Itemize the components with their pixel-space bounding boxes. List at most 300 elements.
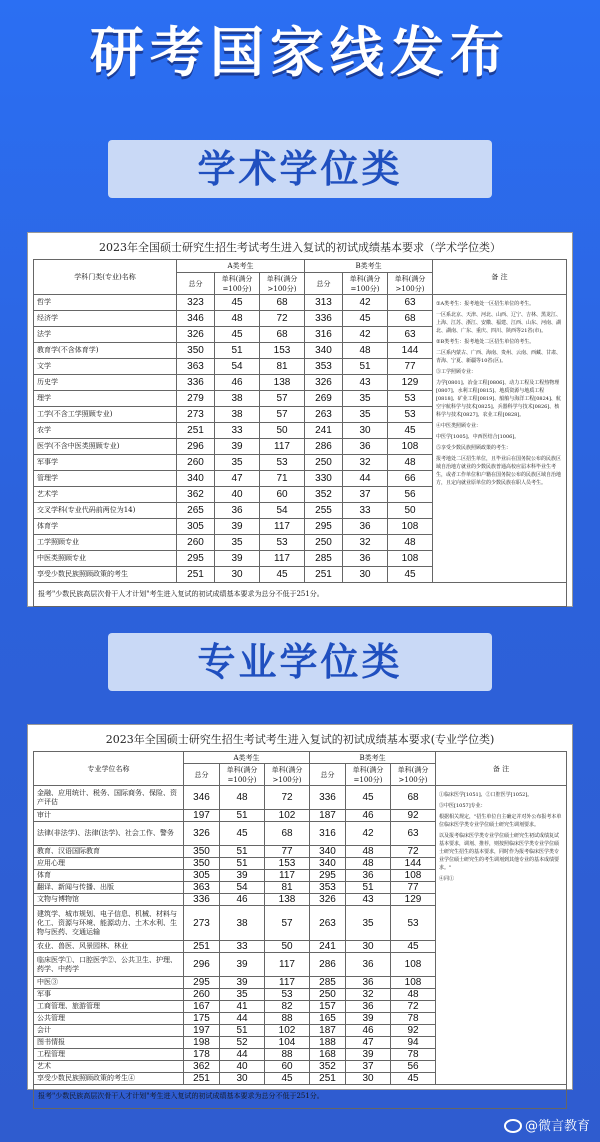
score-a-single-100: 40 [220,1061,265,1073]
score-b-single-100: 30 [346,941,391,953]
remark-line: ①A类考生：报考地处一区招生单位的考生。 [436,301,535,307]
subject-name: 金融、应用统计、税务、国际商务、保险、资产评估 [34,786,184,810]
subject-name: 法律(非法学)、法律(法学)、社会工作、警务 [34,822,184,846]
score-b-single-100: 42 [343,327,388,343]
score-a-single-100: 45 [220,822,265,846]
score-b-single-100: 48 [346,858,391,870]
score-a-total: 363 [177,359,215,375]
score-b-single-100: 35 [343,407,388,423]
score-a-single-over-100: 53 [260,455,305,471]
score-a-single-over-100: 53 [265,989,310,1001]
score-a-total: 295 [184,977,220,989]
score-b-single-over-100: 66 [388,471,433,487]
score-b-total: 326 [305,375,343,391]
footnote: 报考"少数民族高层次骨干人才计划"考生进入复试的初试成绩基本要求为总分不低于251分。 [34,583,567,607]
subject-name: 经济学 [34,311,177,327]
score-a-total: 167 [184,1001,220,1013]
score-b-single-over-100: 108 [388,551,433,567]
subject-name: 教育、汉语国际教育 [34,846,184,858]
score-a-single-over-100: 81 [260,359,305,375]
remark-line: 一区系北京、天津、河北、山西、辽宁、吉林、黑龙江、上海、江苏、浙江、安徽、福建、江西、山东、河南、湖北、湖南、广东、重庆、四川、陕西等21省(市)。 [436,312,562,334]
subject-name: 翻译、新闻与传播、出版 [34,882,184,894]
score-a-single-over-100: 88 [265,1013,310,1025]
score-b-total: 326 [310,894,346,906]
score-a-total: 198 [184,1037,220,1049]
score-a-single-100: 51 [220,810,265,822]
remark-line: ①临床医学[1051]、②口腔医学[1052]。 [439,792,533,798]
subject-name: 公共管理 [34,1013,184,1025]
score-b-total: 352 [305,487,343,503]
remark-line: ④同① [439,876,455,882]
score-b-single-100: 46 [346,810,391,822]
score-a-total: 296 [184,953,220,977]
score-a-single-over-100: 68 [260,327,305,343]
score-a-single-100: 45 [215,327,260,343]
score-b-total: 336 [305,311,343,327]
score-a-single-over-100: 50 [260,423,305,439]
professional-table-title: 2023年全国硕士研究生招生考试考生进入复试的初试成绩基本要求(专业学位类) [105,733,495,746]
score-a-single-over-100: 82 [265,1001,310,1013]
remark-line: 以及报考临床医学类专业学位硕士研究生初试成绩复试基本要求，调剂、推荐，则按照临床医学类专业学位硕士研究生招生的基本要求，同时作为报考临床医学类专业学位硕士研究生的考生调剂到其他专业的基本成绩要求。" [439,833,560,871]
score-a-total: 251 [177,423,215,439]
score-b-total: 313 [305,295,343,311]
score-b-total: 340 [305,343,343,359]
score-a-total: 326 [177,327,215,343]
score-a-single-100: 39 [215,439,260,455]
score-a-single-100: 35 [215,455,260,471]
score-a-single-over-100: 53 [260,535,305,551]
score-b-single-100: 48 [346,846,391,858]
score-b-total: 241 [310,941,346,953]
score-a-single-over-100: 71 [260,471,305,487]
score-b-single-over-100: 77 [391,882,436,894]
score-b-total: 295 [305,519,343,535]
score-a-total: 336 [184,894,220,906]
score-a-total: 279 [177,391,215,407]
score-b-single-100: 42 [343,295,388,311]
score-b-total: 241 [305,423,343,439]
score-b-single-over-100: 144 [388,343,433,359]
header-subject: 专业学位名称 [34,752,184,786]
score-a-total: 350 [177,343,215,359]
score-a-total: 323 [177,295,215,311]
score-b-total: 316 [310,822,346,846]
score-b-total: 353 [310,882,346,894]
weibo-icon [504,1119,522,1133]
subject-name: 文物与博物馆 [34,894,184,906]
score-a-single-100: 38 [220,906,265,941]
score-b-single-over-100: 78 [391,1049,436,1061]
score-b-total: 269 [305,391,343,407]
subject-name: 建筑学、城市规划、电子信息、机械、材料与化工、资源与环境、能源动力、土木水利、生物与医药、交通运输 [34,906,184,941]
subject-name: 艺术学 [34,487,177,503]
score-a-total: 197 [184,810,220,822]
header-subject: 学科门类(专业)名称 [34,260,177,295]
header-b-total: 总分 [305,273,343,295]
score-a-single-over-100: 88 [265,1049,310,1061]
score-b-single-over-100: 45 [388,567,433,583]
score-b-single-100: 42 [346,822,391,846]
score-a-single-100: 45 [215,295,260,311]
score-a-single-100: 46 [215,375,260,391]
score-b-total: 157 [310,1001,346,1013]
subject-name: 哲学 [34,295,177,311]
score-a-single-100: 33 [215,423,260,439]
score-b-single-over-100: 108 [391,870,436,882]
score-a-total: 260 [177,455,215,471]
score-a-single-100: 30 [220,1073,265,1085]
score-a-single-over-100: 153 [260,343,305,359]
subject-name: 临床医学①、口腔医学②、公共卫生、护理、药学、中药学 [34,953,184,977]
score-b-total: 250 [310,989,346,1001]
score-b-single-over-100: 68 [391,786,436,810]
score-b-single-100: 48 [343,343,388,359]
score-a-single-over-100: 68 [265,822,310,846]
score-a-single-over-100: 102 [265,810,310,822]
score-b-single-over-100: 144 [391,858,436,870]
score-b-total: 285 [305,551,343,567]
score-b-total: 255 [305,503,343,519]
subject-name: 享受少数民族照顾政策的考生 [34,567,177,583]
score-b-total: 168 [310,1049,346,1061]
score-a-total: 251 [184,941,220,953]
score-a-total: 346 [184,786,220,810]
remark-line: ⑤享受少数民族照顾政策的考生： [436,445,512,451]
score-a-single-100: 33 [220,941,265,953]
score-a-single-100: 41 [220,1001,265,1013]
subject-name: 应用心理 [34,858,184,870]
section-banner-professional: 专业学位类 [108,633,492,691]
subject-name: 历史学 [34,375,177,391]
score-a-single-over-100: 45 [260,567,305,583]
score-a-single-100: 51 [220,1025,265,1037]
score-b-single-100: 36 [343,439,388,455]
score-a-total: 175 [184,1013,220,1025]
score-b-single-over-100: 92 [391,810,436,822]
professional-score-table [33,751,567,1109]
header-a-single-over-100: 单科(满分>100分) [260,273,305,295]
score-a-total: 265 [177,503,215,519]
score-b-single-over-100: 48 [388,455,433,471]
score-b-total: 263 [305,407,343,423]
score-a-total: 273 [184,906,220,941]
score-b-single-100: 43 [343,375,388,391]
score-a-total: 350 [184,846,220,858]
score-a-single-over-100: 50 [265,941,310,953]
header-a-total: 总分 [184,764,220,786]
score-b-single-100: 36 [343,551,388,567]
score-b-single-over-100: 63 [391,822,436,846]
remark-line: 中医学[1005]、中西医结合[1006]。 [436,434,520,440]
header-a-class: A类考生 [177,260,305,273]
score-a-single-over-100: 60 [260,487,305,503]
score-b-total: 316 [305,327,343,343]
score-a-total: 295 [177,551,215,567]
score-b-total: 286 [305,439,343,455]
score-b-single-over-100: 78 [391,1013,436,1025]
score-b-single-over-100: 92 [391,1025,436,1037]
score-b-single-over-100: 53 [391,906,436,941]
score-a-single-100: 48 [220,786,265,810]
score-b-single-100: 36 [346,953,391,977]
subject-name: 体育学 [34,519,177,535]
score-a-single-over-100: 138 [265,894,310,906]
score-b-single-100: 45 [346,786,391,810]
score-b-single-100: 44 [343,471,388,487]
subject-name: 中医类照顾专业 [34,551,177,567]
score-b-single-over-100: 129 [388,375,433,391]
score-a-single-over-100: 104 [265,1037,310,1049]
score-b-total: 340 [310,858,346,870]
score-a-total: 362 [184,1061,220,1073]
subject-name: 图书情报 [34,1037,184,1049]
header-b-single-100: 单科(满分=100分) [346,764,391,786]
score-a-single-over-100: 77 [265,846,310,858]
score-a-total: 296 [177,439,215,455]
score-a-single-over-100: 102 [265,1025,310,1037]
score-b-total: 263 [310,906,346,941]
score-a-single-over-100: 117 [265,870,310,882]
section-banner-academic: 学术学位类 [108,140,492,198]
score-b-total: 340 [310,846,346,858]
score-b-single-over-100: 68 [388,311,433,327]
score-a-single-over-100: 81 [265,882,310,894]
header-b-single-over-100: 单科(满分>100分) [391,764,436,786]
score-a-total: 178 [184,1049,220,1061]
watermark-text: @微言教育 [524,1119,590,1134]
score-b-single-over-100: 72 [391,1001,436,1013]
score-b-total: 353 [305,359,343,375]
subject-name: 中医③ [34,977,184,989]
score-a-total: 340 [177,471,215,487]
header-a-total: 总分 [177,273,215,295]
score-a-single-100: 40 [215,487,260,503]
remarks-cell [436,786,567,1085]
academic-table-title: 2023年全国硕士研究生招生考试考生进入复试的初试成绩基本要求（学术学位类） [99,241,501,254]
score-a-total: 260 [177,535,215,551]
remark-line: ③工学照顾专业： [436,369,477,375]
subject-name: 军事学 [34,455,177,471]
header-a-single-over-100: 单科(满分>100分) [265,764,310,786]
score-a-total: 305 [184,870,220,882]
score-a-single-100: 51 [220,858,265,870]
watermark [504,1115,590,1134]
footnote-row [34,583,567,607]
score-a-single-over-100: 153 [265,858,310,870]
subject-name: 体育 [34,870,184,882]
score-a-single-over-100: 72 [260,311,305,327]
score-a-total: 260 [184,989,220,1001]
score-b-single-100: 36 [343,519,388,535]
subject-name: 交叉学科(专业代码前两位为14) [34,503,177,519]
score-b-single-100: 36 [346,870,391,882]
score-b-single-100: 51 [343,359,388,375]
score-b-single-over-100: 53 [388,391,433,407]
remark-line: 报考地处二区招生单位，且毕业后在国务院公布的民族区域自治地方就业的少数民族普通高校应届本科毕业生考生，或者工作单位和户籍在国务院公布的民族区域自治地方，且定向就业原单位的少数民族在职人员考生。 [436,456,562,486]
score-a-single-over-100: 72 [265,786,310,810]
score-b-total: 336 [310,786,346,810]
score-a-single-over-100: 117 [260,551,305,567]
score-a-single-100: 46 [220,894,265,906]
score-a-single-100: 47 [215,471,260,487]
remarks-cell [433,295,567,583]
score-a-single-over-100: 117 [265,977,310,989]
score-a-single-100: 54 [215,359,260,375]
score-a-total: 251 [177,567,215,583]
score-b-single-over-100: 94 [391,1037,436,1049]
score-a-single-100: 35 [220,989,265,1001]
score-b-single-100: 30 [346,1073,391,1085]
table-row [34,295,567,311]
score-b-total: 330 [305,471,343,487]
score-b-single-100: 35 [346,906,391,941]
score-a-single-100: 38 [215,391,260,407]
score-a-single-over-100: 57 [260,407,305,423]
score-b-single-over-100: 48 [391,989,436,1001]
footnote-row [34,1085,567,1109]
score-a-single-over-100: 57 [260,391,305,407]
header-b-class: B类考生 [310,752,436,764]
score-a-single-100: 44 [220,1013,265,1025]
score-a-single-100: 52 [220,1037,265,1049]
score-b-single-100: 36 [346,1001,391,1013]
score-a-single-100: 39 [220,953,265,977]
score-a-single-over-100: 117 [265,953,310,977]
score-b-single-100: 51 [346,882,391,894]
score-a-single-over-100: 57 [265,906,310,941]
score-b-single-100: 46 [346,1025,391,1037]
score-b-single-over-100: 108 [388,519,433,535]
score-a-single-100: 39 [220,977,265,989]
table-row [34,786,567,810]
score-a-single-100: 39 [215,551,260,567]
score-a-total: 305 [177,519,215,535]
score-a-total: 273 [177,407,215,423]
score-b-single-over-100: 45 [388,423,433,439]
score-b-total: 251 [305,567,343,583]
header-b-single-100: 单科(满分=100分) [343,273,388,295]
score-b-single-over-100: 53 [388,407,433,423]
header-b-single-over-100: 单科(满分>100分) [388,273,433,295]
score-a-single-100: 51 [215,343,260,359]
subject-name: 工学(不含工学照顾专业) [34,407,177,423]
subject-name: 理学 [34,391,177,407]
score-b-total: 251 [310,1073,346,1085]
score-a-total: 350 [184,858,220,870]
score-b-single-100: 47 [346,1037,391,1049]
header-a-class: A类考生 [184,752,310,764]
score-a-total: 251 [184,1073,220,1085]
subject-name: 艺术 [34,1061,184,1073]
score-b-single-over-100: 72 [391,846,436,858]
score-a-total: 326 [184,822,220,846]
score-b-total: 286 [310,953,346,977]
score-a-single-over-100: 60 [265,1061,310,1073]
score-b-single-over-100: 129 [391,894,436,906]
score-a-single-100: 38 [215,407,260,423]
academic-table-card [27,232,573,607]
score-b-single-100: 32 [346,989,391,1001]
score-b-single-over-100: 56 [391,1061,436,1073]
subject-name: 会计 [34,1025,184,1037]
score-b-total: 250 [305,535,343,551]
subject-name: 医学(不含中医类照顾专业) [34,439,177,455]
subject-name: 审计 [34,810,184,822]
score-a-single-100: 44 [220,1049,265,1061]
score-b-single-100: 39 [346,1013,391,1025]
footnote: 报考"少数民族高层次骨干人才计划"考生进入复试的初试成绩基本要求为总分不低于251分。 [34,1085,567,1109]
score-b-single-100: 30 [343,423,388,439]
score-a-single-100: 35 [215,535,260,551]
score-a-single-100: 51 [220,846,265,858]
score-a-single-100: 30 [215,567,260,583]
score-b-single-over-100: 45 [391,1073,436,1085]
score-a-single-100: 36 [215,503,260,519]
score-a-single-100: 48 [215,311,260,327]
remark-line: ②B类考生：报考地处二区招生单位的考生。 [436,339,535,345]
subject-name: 文学 [34,359,177,375]
subject-name: 法学 [34,327,177,343]
page-title: 研考国家线发布 [90,21,510,84]
score-b-single-100: 30 [343,567,388,583]
score-b-single-100: 35 [343,391,388,407]
remark-line: ③中医[1057]专业： [439,803,486,809]
score-b-single-over-100: 48 [388,535,433,551]
header-b-class: B类考生 [305,260,433,273]
subject-name: 管理学 [34,471,177,487]
score-b-single-100: 43 [346,894,391,906]
subject-name: 军事 [34,989,184,1001]
remark-line: 力学[0801]、冶金工程[0806]、动力工程及工程热物理[0807]、水利工程[0815]、地质资源与地质工程[0818]、矿业工程[0819]、船舶与海洋工程[0824]、航空宇航科学与技术[0825]、兵器科学与技术[0826]、核科学与技术[0827]、农业工程[0828]。 [436,380,561,418]
score-a-total: 363 [184,882,220,894]
score-b-single-100: 37 [346,1061,391,1073]
score-a-single-over-100: 45 [265,1073,310,1085]
score-b-total: 187 [310,1025,346,1037]
score-a-total: 346 [177,311,215,327]
score-b-single-over-100: 77 [388,359,433,375]
score-a-single-over-100: 54 [260,503,305,519]
score-b-single-over-100: 56 [388,487,433,503]
score-a-single-over-100: 117 [260,519,305,535]
score-b-single-100: 45 [343,311,388,327]
header-a-single-100: 单科(满分=100分) [215,273,260,295]
subject-name: 工学照顾专业 [34,535,177,551]
score-a-single-100: 39 [215,519,260,535]
score-b-total: 250 [305,455,343,471]
score-b-single-over-100: 45 [391,941,436,953]
score-b-total: 187 [310,810,346,822]
header-remark: 备 注 [433,260,567,295]
subject-name: 工程管理 [34,1049,184,1061]
score-b-total: 188 [310,1037,346,1049]
score-a-single-100: 54 [220,882,265,894]
score-b-single-100: 39 [346,1049,391,1061]
score-b-single-100: 32 [343,535,388,551]
score-b-single-100: 32 [343,455,388,471]
subject-name: 工商管理、旅游管理 [34,1001,184,1013]
score-b-total: 295 [310,870,346,882]
score-b-total: 352 [310,1061,346,1073]
remark-line: ④中医类照顾专业： [436,423,482,429]
remark-line: 二区系内蒙古、广西、海南、贵州、云南、西藏、甘肃、青海、宁夏、新疆等10省(区)。 [436,350,562,364]
score-a-total: 197 [184,1025,220,1037]
score-b-single-over-100: 108 [391,953,436,977]
score-b-single-over-100: 108 [388,439,433,455]
score-b-single-100: 36 [346,977,391,989]
score-a-single-over-100: 138 [260,375,305,391]
remark-line: 根据相关规定，"招生单位自主确定并对外公布报考本单位临床医学类专业学位硕士研究生调剂要求。 [439,814,562,828]
professional-table-card [27,724,573,1100]
